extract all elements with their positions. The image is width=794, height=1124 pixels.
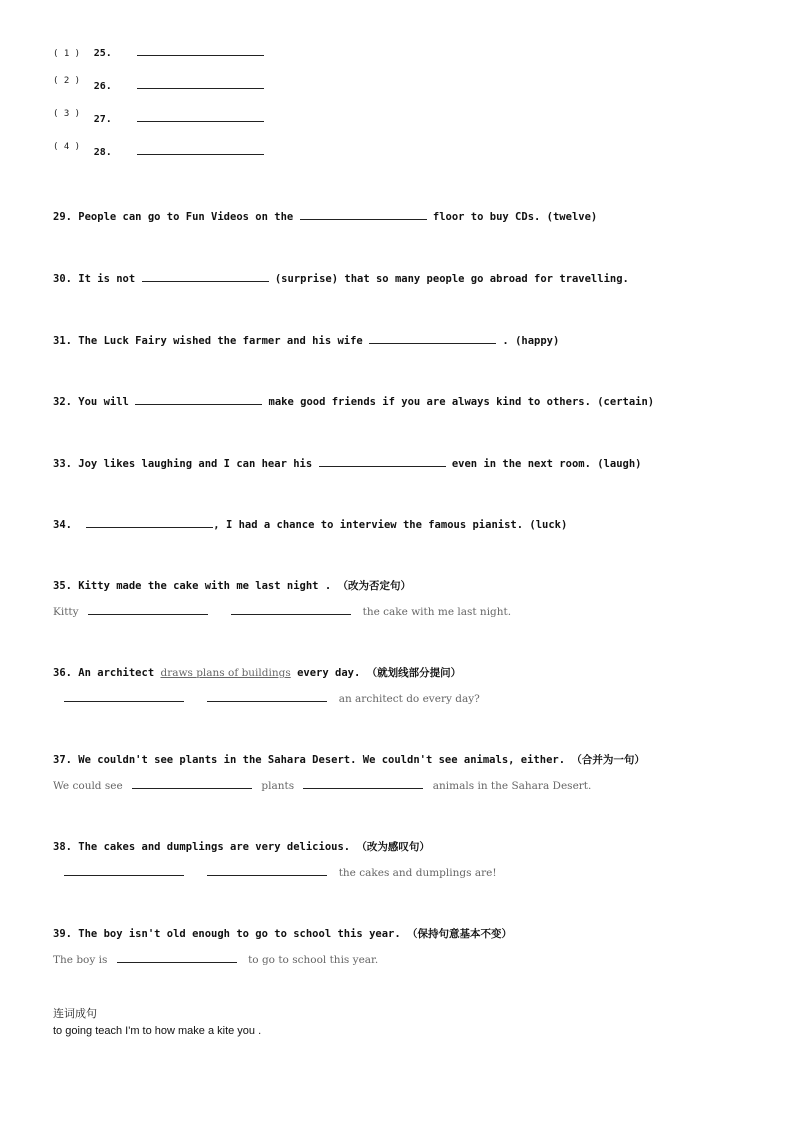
question-text: 29. People can go to Fun Videos on the: [53, 211, 294, 223]
answer-blank[interactable]: [231, 603, 351, 615]
question-text: 30. It is not: [53, 273, 136, 285]
scrambled-words: to going teach I'm to how make a kite you .: [53, 1025, 262, 1037]
question-text: , I had a chance to interview the famous pianist. (luck): [213, 519, 568, 531]
question-35-prompt: 35. Kitty made the cake with me last night . （改为否定句）: [53, 580, 411, 592]
question-33: [53, 455, 642, 470]
item-paren: ( 1 ): [53, 49, 81, 59]
question-text: 31. The Luck Fairy wished the farmer and his wife: [53, 335, 363, 347]
item-28: [53, 134, 264, 158]
question-text: 32. You will: [53, 396, 129, 408]
item-paren: ( 3 ): [53, 109, 81, 119]
answer-blank[interactable]: [135, 393, 262, 405]
question-text: even in the next room. (laugh): [451, 458, 642, 470]
question-text: floor to buy CDs. (twelve): [432, 211, 598, 223]
item-26: [53, 68, 264, 92]
question-39-answer: [53, 951, 378, 966]
answer-text: We could see: [53, 780, 123, 792]
question-37-prompt: 37. We couldn't see plants in the Sahara Desert. We couldn't see animals, either. （合并为一句）: [53, 754, 645, 766]
answer-text: Kitty: [53, 606, 79, 618]
answer-blank[interactable]: [64, 864, 184, 876]
question-text: make good friends if you are always kind to others. (certain): [268, 396, 655, 408]
answer-text: an architect do every day?: [338, 693, 480, 705]
answer-blank[interactable]: [207, 690, 327, 702]
underlined-phrase: draws plans of buildings: [160, 667, 291, 679]
question-text: 36. An architect: [53, 667, 155, 679]
answer-blank[interactable]: [64, 690, 184, 702]
answer-text: plants: [261, 780, 295, 792]
answer-text: to go to school this year.: [248, 954, 379, 966]
answer-blank[interactable]: [142, 270, 269, 282]
question-text: . (happy): [502, 335, 560, 347]
question-34: [53, 516, 567, 531]
question-35-answer: [53, 603, 511, 618]
answer-text: the cake with me last night.: [362, 606, 512, 618]
question-38-answer: [64, 864, 497, 879]
answer-blank[interactable]: [86, 516, 213, 528]
answer-blank[interactable]: [369, 332, 496, 344]
answer-blank[interactable]: [117, 951, 237, 963]
question-text: 33. Joy likes laughing and I can hear his: [53, 458, 313, 470]
answer-blank[interactable]: [137, 77, 264, 89]
answer-blank[interactable]: [137, 143, 264, 155]
question-39-prompt: 39. The boy isn't old enough to go to school this year. （保持句意基本不变）: [53, 928, 513, 940]
item-27: [53, 101, 264, 125]
answer-text: The boy is: [53, 954, 108, 966]
answer-blank[interactable]: [207, 864, 327, 876]
question-text: (surprise) that so many people go abroad for travelling.: [274, 273, 629, 285]
question-text: every day. （就划线部分提问）: [297, 667, 462, 679]
answer-text: the cakes and dumplings are!: [338, 867, 497, 879]
item-number: 26.: [93, 81, 112, 92]
item-number: 25.: [93, 48, 112, 59]
item-25: [53, 41, 264, 60]
question-31: [53, 332, 559, 347]
question-36-answer: [64, 690, 480, 705]
question-32: [53, 393, 654, 408]
answer-blank[interactable]: [137, 44, 264, 56]
question-30: [53, 270, 629, 285]
answer-blank[interactable]: [303, 777, 423, 789]
answer-blank[interactable]: [319, 455, 446, 467]
section-title: 连词成句: [53, 1007, 97, 1020]
question-37-answer: [53, 777, 591, 792]
item-paren: ( 4 ): [53, 142, 81, 152]
answer-blank[interactable]: [137, 110, 264, 122]
item-paren: ( 2 ): [53, 76, 81, 86]
answer-text: animals in the Sahara Desert.: [432, 780, 592, 792]
answer-blank[interactable]: [300, 208, 427, 220]
question-29: [53, 208, 597, 223]
item-number: 27.: [93, 114, 112, 125]
question-text: 34.: [53, 519, 72, 531]
answer-blank[interactable]: [88, 603, 208, 615]
item-number: 28.: [93, 147, 112, 158]
question-38-prompt: 38. The cakes and dumplings are very delicious. （改为感叹句）: [53, 841, 430, 853]
answer-blank[interactable]: [132, 777, 252, 789]
question-36-prompt: [53, 665, 461, 680]
